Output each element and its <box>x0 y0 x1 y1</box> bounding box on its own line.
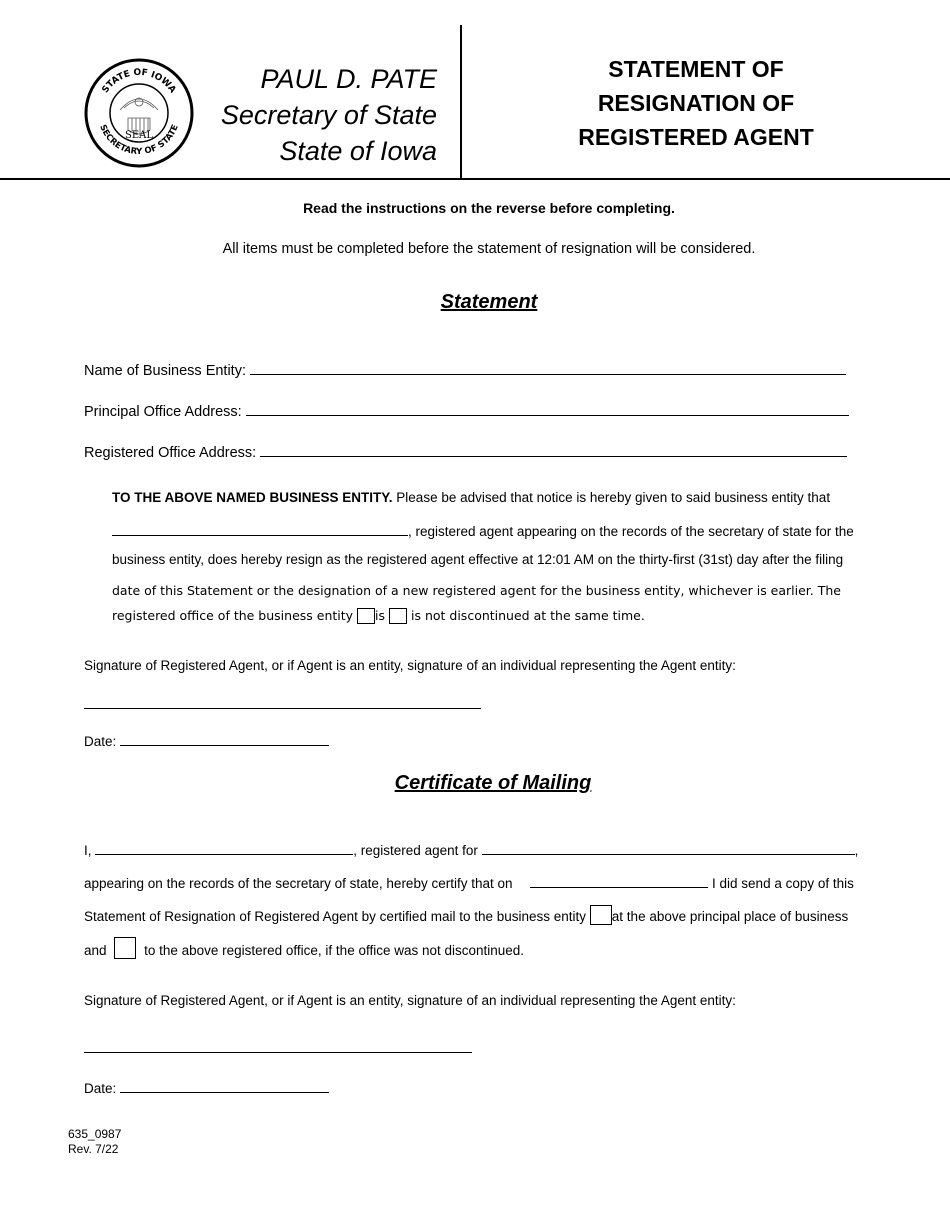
statement-signature-label: Signature of Registered Agent, or if Agent is an entity, signature of an individual representing the Agent entity: <box>84 658 736 673</box>
certificate-line-1 <box>84 840 858 858</box>
notice-line-4: date of this Statement or the designation of a new registered agent for the business entity, whichever is earlier. The <box>112 583 841 598</box>
registered-office-checkbox[interactable] <box>114 937 136 959</box>
business-entity-label: Name of Business Entity: <box>84 363 246 379</box>
read-instructions-note: Read the instructions on the reverse before completing. <box>303 200 675 216</box>
form-title <box>548 52 844 154</box>
registered-office-mail-label: to the above registered office, if the office was not discontinued. <box>144 943 525 958</box>
certificate-date-field[interactable] <box>120 1078 329 1093</box>
certifier-name-field[interactable] <box>95 840 353 855</box>
svg-text:STATE OF IOWA <box>101 68 178 95</box>
official-name: PAUL D. PATE <box>260 64 437 94</box>
registered-office-label: Registered Office Address: <box>84 445 257 461</box>
certificate-date-row <box>84 1078 329 1096</box>
office-discontinued-checkbox[interactable] <box>357 608 375 624</box>
registered-agent-name-field[interactable] <box>112 521 408 536</box>
statement-date-row <box>84 731 329 749</box>
notice-line-2 <box>112 521 854 539</box>
notice-line-1-text: Please be advised that notice is hereby given to said business entity that <box>392 490 831 505</box>
principal-office-row <box>84 401 849 420</box>
certificate-line-4 <box>84 937 524 959</box>
form-title-line-2: RESIGNATION OF <box>597 90 795 116</box>
statement-date-label: Date: <box>84 734 117 749</box>
header-rule <box>0 178 950 180</box>
notice-lead: TO THE ABOVE NAMED BUSINESS ENTITY. <box>112 490 393 505</box>
statement-heading: Statement <box>440 291 538 313</box>
principal-place-checkbox[interactable] <box>590 905 612 925</box>
is-label: is <box>375 608 386 623</box>
certificate-line-3 <box>84 905 848 925</box>
state-name: State of Iowa <box>279 136 437 166</box>
principal-office-label: Principal Office Address: <box>84 404 242 420</box>
seal-center-text: SEAL <box>124 130 154 141</box>
notice-line-5 <box>112 608 645 624</box>
seal-top-text: STATE OF IOWA <box>100 67 178 96</box>
registered-office-field[interactable] <box>260 442 847 457</box>
certificate-line-2 <box>84 873 854 891</box>
and-label: and <box>84 943 107 958</box>
principal-place-label: at the above principal place of business <box>611 909 849 924</box>
form-title-line-1: STATEMENT OF <box>608 56 784 82</box>
certificate-entity-field[interactable] <box>482 840 855 855</box>
registered-agent-for-label: , registered agent for <box>353 843 478 858</box>
business-entity-field[interactable] <box>250 360 846 375</box>
certificate-line-2-text: appearing on the records of the secretary of state, hereby certify that on <box>84 876 513 891</box>
business-entity-row <box>84 360 846 379</box>
certificate-i-label: I, <box>84 843 92 858</box>
registered-office-row <box>84 442 847 461</box>
statement-signature-field[interactable] <box>84 694 481 709</box>
notice-line-5-text: registered office of the business entity <box>112 608 354 623</box>
header-divider <box>460 25 462 179</box>
certificate-line-2-end: I did send a copy of this <box>712 876 854 891</box>
seal-bottom-text: SECRETARY OF STATE <box>97 123 181 158</box>
office-not-discontinued-checkbox[interactable] <box>389 608 407 624</box>
notice-line-2-text: , registered agent appearing on the records of the secretary of state for the <box>408 524 854 539</box>
notice-line-1 <box>112 490 830 505</box>
certificate-signature-label: Signature of Registered Agent, or if Agent is an entity, signature of an individual representing the Agent entity: <box>84 993 736 1008</box>
all-items-note: All items must be completed before the statement of resignation will be considered. <box>222 241 756 257</box>
certificate-line-1-end: , <box>854 843 859 858</box>
form-revision: Rev. 7/22 <box>68 1142 119 1156</box>
notice-line-3: business entity, does hereby resign as the registered agent effective at 12:01 AM on the thirty-first (31st) day after the filing <box>112 552 844 567</box>
form-number: 635_0987 <box>68 1127 122 1141</box>
certificate-date-label: Date: <box>84 1081 117 1096</box>
official-title: Secretary of State <box>220 100 437 130</box>
certificate-heading: Certificate of Mailing <box>394 772 592 794</box>
state-seal <box>84 58 194 168</box>
statement-date-field[interactable] <box>120 731 329 746</box>
mailing-date-field[interactable] <box>530 873 708 888</box>
certificate-line-3-text: Statement of Resignation of Registered Agent by certified mail to the business entity <box>84 909 587 924</box>
form-title-line-3: REGISTERED AGENT <box>578 124 814 150</box>
is-not-label: is not discontinued at the same time. <box>411 608 645 623</box>
certificate-signature-field[interactable] <box>84 1038 472 1053</box>
principal-office-field[interactable] <box>246 401 849 416</box>
